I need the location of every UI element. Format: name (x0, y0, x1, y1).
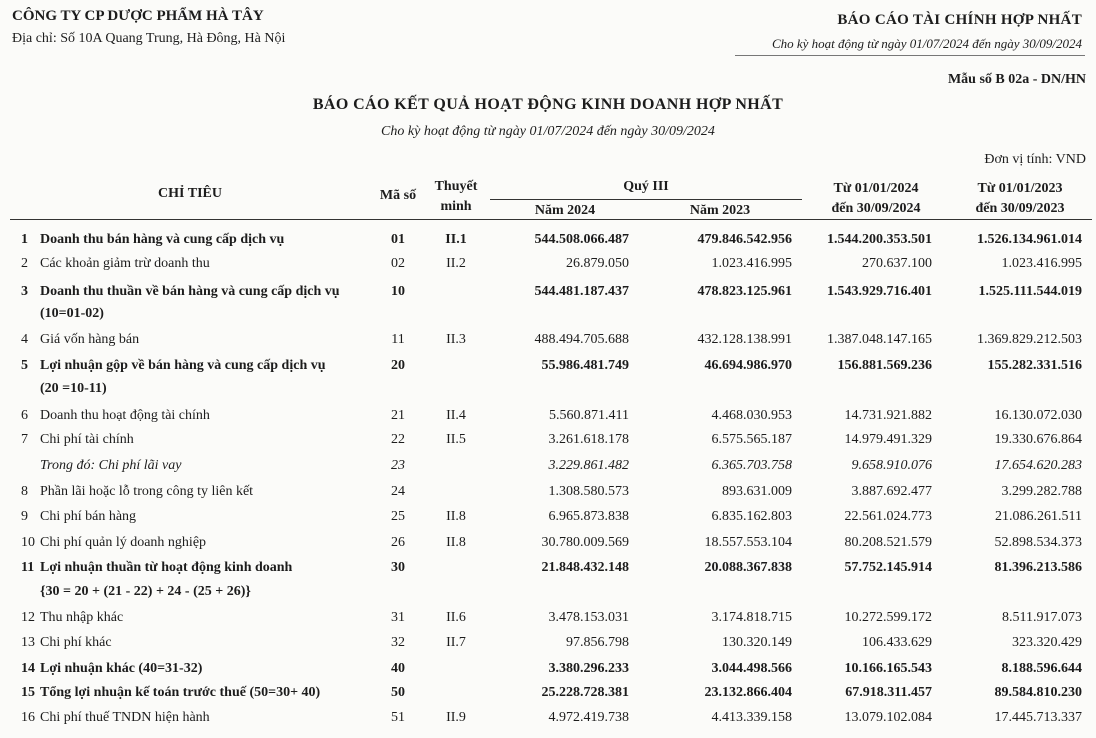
cell-name: (10=01-02) (40, 306, 104, 321)
cell-ytd2024: 22.561.024.773 (844, 509, 932, 524)
table-header-rule (10, 219, 1092, 220)
cell-name: Chi phí quản lý doanh nghiệp (40, 535, 207, 550)
report-period: Cho kỳ hoạt động từ ngày 01/07/2024 đến ngày 30/09/2024 (771, 36, 1082, 51)
cell-ytd2023: 8.511.917.073 (1002, 610, 1082, 625)
cell-code: 26 (391, 535, 405, 550)
cell-code: 20 (391, 358, 405, 373)
cell-q2024: 25.228.728.381 (541, 685, 629, 700)
cell-ytd2024: 1.543.929.716.401 (827, 284, 932, 299)
cell-q2023: 130.320.149 (722, 635, 792, 650)
cell-ytd2023: 3.299.282.788 (1001, 484, 1082, 499)
cell-no: 14 (21, 661, 35, 676)
cell-note: II.1 (445, 232, 467, 247)
cell-ytd2024: 1.387.048.147.165 (827, 332, 932, 347)
cell-name: Giá vốn hàng bán (40, 332, 140, 347)
cell-q2024: 3.478.153.031 (548, 610, 629, 625)
cell-q2023: 432.128.138.991 (697, 332, 792, 347)
cell-q2023: 18.557.553.104 (704, 535, 792, 550)
cell-code: 50 (391, 685, 405, 700)
cell-code: 31 (391, 610, 405, 625)
table-row (0, 256, 1096, 280)
cell-ytd2023: 81.396.213.586 (994, 560, 1082, 575)
company-address: Địa chỉ: Số 10A Quang Trung, Hà Đông, Hà Nội (12, 31, 286, 46)
cell-code: 51 (391, 710, 405, 725)
cell-q2024: 97.856.798 (566, 635, 629, 650)
cell-q2024: 55.986.481.749 (541, 358, 629, 373)
cell-name: Lợi nhuận khác (40=31-32) (40, 661, 203, 676)
table-row (0, 458, 1096, 482)
cell-q2023: 6.835.162.803 (711, 509, 792, 524)
cell-name: {30 = 20 + (21 - 22) + 24 - (25 + 26)} (40, 584, 251, 599)
cell-note: II.6 (446, 610, 466, 625)
cell-q2023: 20.088.367.838 (704, 560, 792, 575)
cell-ytd2024: 80.208.521.579 (844, 535, 932, 550)
cell-no: 11 (21, 560, 35, 575)
cell-ytd2023: 17.445.713.337 (994, 710, 1082, 725)
cell-ytd2023: 17.654.620.283 (994, 458, 1082, 473)
col-ytd-2024-line2: đến 30/09/2024 (831, 201, 921, 216)
cell-q2024: 6.965.873.838 (548, 509, 629, 524)
cell-q2024: 3.229.861.482 (548, 458, 629, 473)
table-row (0, 358, 1096, 382)
table-row (0, 306, 1096, 330)
cell-code: 32 (391, 635, 405, 650)
cell-q2023: 4.413.339.158 (711, 710, 792, 725)
quarter-divider (490, 199, 802, 200)
table-row (0, 610, 1096, 634)
cell-q2023: 479.846.542.956 (697, 232, 792, 247)
cell-note: II.3 (446, 332, 466, 347)
cell-no: 10 (21, 535, 35, 550)
cell-q2023: 1.023.416.995 (711, 256, 792, 271)
cell-code: 40 (391, 661, 405, 676)
cell-ytd2024: 10.272.599.172 (844, 610, 932, 625)
table-row (0, 635, 1096, 659)
cell-no: 3 (21, 284, 28, 299)
table-row (0, 484, 1096, 508)
cell-code: 23 (391, 458, 405, 473)
cell-ytd2024: 67.918.311.457 (845, 685, 932, 700)
form-code: Mẫu số B 02a - DN/HN (947, 72, 1086, 87)
cell-code: 24 (391, 484, 405, 499)
col-code: Mã số (379, 188, 417, 203)
cell-name: Chi phí khác (40, 635, 112, 650)
col-note-2: minh (440, 199, 472, 214)
col-year-2024: Năm 2024 (534, 203, 596, 218)
page-period: Cho kỳ hoạt động từ ngày 01/07/2024 đến ngày 30/09/2024 (381, 124, 715, 139)
cell-q2024: 5.560.871.411 (549, 408, 629, 423)
cell-no: 2 (21, 256, 28, 271)
cell-name: Chi phí thuế TNDN hiện hành (40, 710, 210, 725)
cell-ytd2023: 1.369.829.212.503 (977, 332, 1082, 347)
cell-note: II.8 (446, 509, 466, 524)
cell-ytd2023: 89.584.810.230 (994, 685, 1082, 700)
cell-name: Chi phí bán hàng (40, 509, 137, 524)
cell-code: 22 (391, 432, 405, 447)
cell-ytd2024: 57.752.145.914 (844, 560, 932, 575)
table-row (0, 535, 1096, 559)
table-row (0, 509, 1096, 533)
cell-ytd2024: 1.544.200.353.501 (827, 232, 932, 247)
table-row (0, 432, 1096, 456)
cell-name: Doanh thu hoạt động tài chính (40, 408, 210, 423)
col-note-1: Thuyết (434, 179, 478, 194)
cell-name: (20 =10-11) (40, 381, 107, 396)
cell-q2024: 21.848.432.148 (541, 560, 629, 575)
cell-name: Tổng lợi nhuận kế toán trước thuế (50=30+ 40) (40, 685, 321, 700)
cell-name: Phần lãi hoặc lỗ trong công ty liên kết (40, 484, 254, 499)
table-row (0, 584, 1096, 608)
cell-ytd2024: 10.166.165.543 (844, 661, 932, 676)
cell-no: 6 (21, 408, 28, 423)
cell-q2023: 4.468.030.953 (711, 408, 792, 423)
col-ytd-2023-line2: đến 30/09/2023 (975, 201, 1065, 216)
cell-no: 1 (21, 232, 28, 247)
cell-ytd2024: 270.637.100 (862, 256, 932, 271)
cell-q2024: 544.481.187.437 (534, 284, 629, 299)
cell-q2023: 893.631.009 (722, 484, 792, 499)
cell-q2023: 3.044.498.566 (711, 661, 792, 676)
company-name: CÔNG TY CP DƯỢC PHẨM HÀ TÂY (12, 8, 264, 24)
cell-no: 13 (21, 635, 35, 650)
cell-ytd2023: 19.330.676.864 (994, 432, 1082, 447)
cell-note: II.8 (446, 535, 466, 550)
cell-q2024: 544.508.066.487 (534, 232, 629, 247)
cell-ytd2023: 16.130.072.030 (994, 408, 1082, 423)
table-row (0, 685, 1096, 709)
cell-ytd2024: 156.881.569.236 (837, 358, 932, 373)
table-row (0, 232, 1096, 256)
cell-q2024: 4.972.419.738 (548, 710, 629, 725)
cell-ytd2023: 1.023.416.995 (1001, 256, 1082, 271)
header-divider (735, 55, 1085, 56)
cell-ytd2023: 323.320.429 (1012, 635, 1082, 650)
cell-no: 12 (21, 610, 35, 625)
col-ytd-2024-line1: Từ 01/01/2024 (833, 181, 919, 196)
cell-no: 16 (21, 710, 35, 725)
col-year-2023: Năm 2023 (689, 203, 751, 218)
col-ytd-2023-line1: Từ 01/01/2023 (977, 181, 1063, 196)
cell-ytd2023: 1.526.134.961.014 (977, 232, 1082, 247)
cell-q2024: 1.308.580.573 (548, 484, 629, 499)
cell-q2024: 30.780.009.569 (541, 535, 629, 550)
cell-name: Các khoản giảm trừ doanh thu (40, 256, 210, 271)
cell-code: 25 (391, 509, 405, 524)
cell-no: 15 (21, 685, 35, 700)
cell-name: Lợi nhuận thuần từ hoạt động kinh doanh (40, 560, 293, 575)
cell-q2023: 46.694.986.970 (704, 358, 792, 373)
cell-ytd2024: 9.658.910.076 (851, 458, 932, 473)
cell-name: Doanh thu thuần về bán hàng và cung cấp dịch vụ (40, 284, 340, 299)
cell-note: II.7 (446, 635, 466, 650)
cell-q2024: 3.261.618.178 (548, 432, 629, 447)
cell-ytd2024: 13.079.102.084 (844, 710, 932, 725)
cell-name: Trong đó: Chi phí lãi vay (40, 458, 182, 473)
cell-note: II.9 (446, 710, 466, 725)
cell-q2023: 23.132.866.404 (704, 685, 792, 700)
cell-q2024: 488.494.705.688 (534, 332, 629, 347)
cell-note: II.5 (446, 432, 466, 447)
cell-code: 02 (391, 256, 405, 271)
cell-ytd2024: 14.979.491.329 (844, 432, 932, 447)
cell-ytd2024: 14.731.921.882 (844, 408, 932, 423)
col-item: CHỈ TIÊU (158, 186, 222, 201)
cell-code: 21 (391, 408, 405, 423)
cell-no: 4 (21, 332, 28, 347)
table-row (0, 381, 1096, 405)
cell-ytd2023: 21.086.261.511 (995, 509, 1082, 524)
table-row (0, 408, 1096, 432)
cell-no: 7 (21, 432, 28, 447)
page-title: BÁO CÁO KẾT QUẢ HOẠT ĐỘNG KINH DOANH HỢP NHẤT (312, 96, 784, 113)
cell-q2023: 478.823.125.961 (697, 284, 792, 299)
cell-code: 30 (391, 560, 405, 575)
cell-q2023: 6.575.565.187 (711, 432, 792, 447)
table-row (0, 560, 1096, 584)
cell-name: Chi phí tài chính (40, 432, 134, 447)
cell-note: II.2 (446, 256, 466, 271)
table-row (0, 661, 1096, 685)
cell-no: 9 (21, 509, 28, 524)
cell-ytd2023: 52.898.534.373 (994, 535, 1082, 550)
table-row (0, 284, 1096, 308)
cell-name: Lợi nhuận gộp về bán hàng và cung cấp dịch vụ (40, 358, 326, 373)
cell-code: 01 (391, 232, 405, 247)
cell-code: 11 (391, 332, 405, 347)
currency-unit: Đơn vị tính: VND (984, 152, 1086, 167)
cell-ytd2024: 3.887.692.477 (851, 484, 932, 499)
cell-q2024: 3.380.296.233 (548, 661, 629, 676)
cell-ytd2023: 155.282.331.516 (987, 358, 1082, 373)
cell-ytd2023: 1.525.111.544.019 (978, 284, 1082, 299)
cell-no: 5 (21, 358, 28, 373)
table-row (0, 332, 1096, 356)
cell-note: II.4 (446, 408, 466, 423)
table-row (0, 710, 1096, 734)
cell-code: 10 (391, 284, 405, 299)
cell-ytd2024: 106.433.629 (862, 635, 932, 650)
cell-no: 8 (21, 484, 28, 499)
cell-ytd2023: 8.188.596.644 (1001, 661, 1082, 676)
cell-name: Thu nhập khác (40, 610, 124, 625)
cell-q2024: 26.879.050 (566, 256, 629, 271)
cell-q2023: 3.174.818.715 (711, 610, 792, 625)
cell-name: Doanh thu bán hàng và cung cấp dịch vụ (40, 232, 285, 247)
report-type: BÁO CÁO TÀI CHÍNH HỢP NHẤT (837, 12, 1082, 28)
cell-q2023: 6.365.703.758 (711, 458, 792, 473)
col-quarter: Quý III (623, 179, 669, 194)
